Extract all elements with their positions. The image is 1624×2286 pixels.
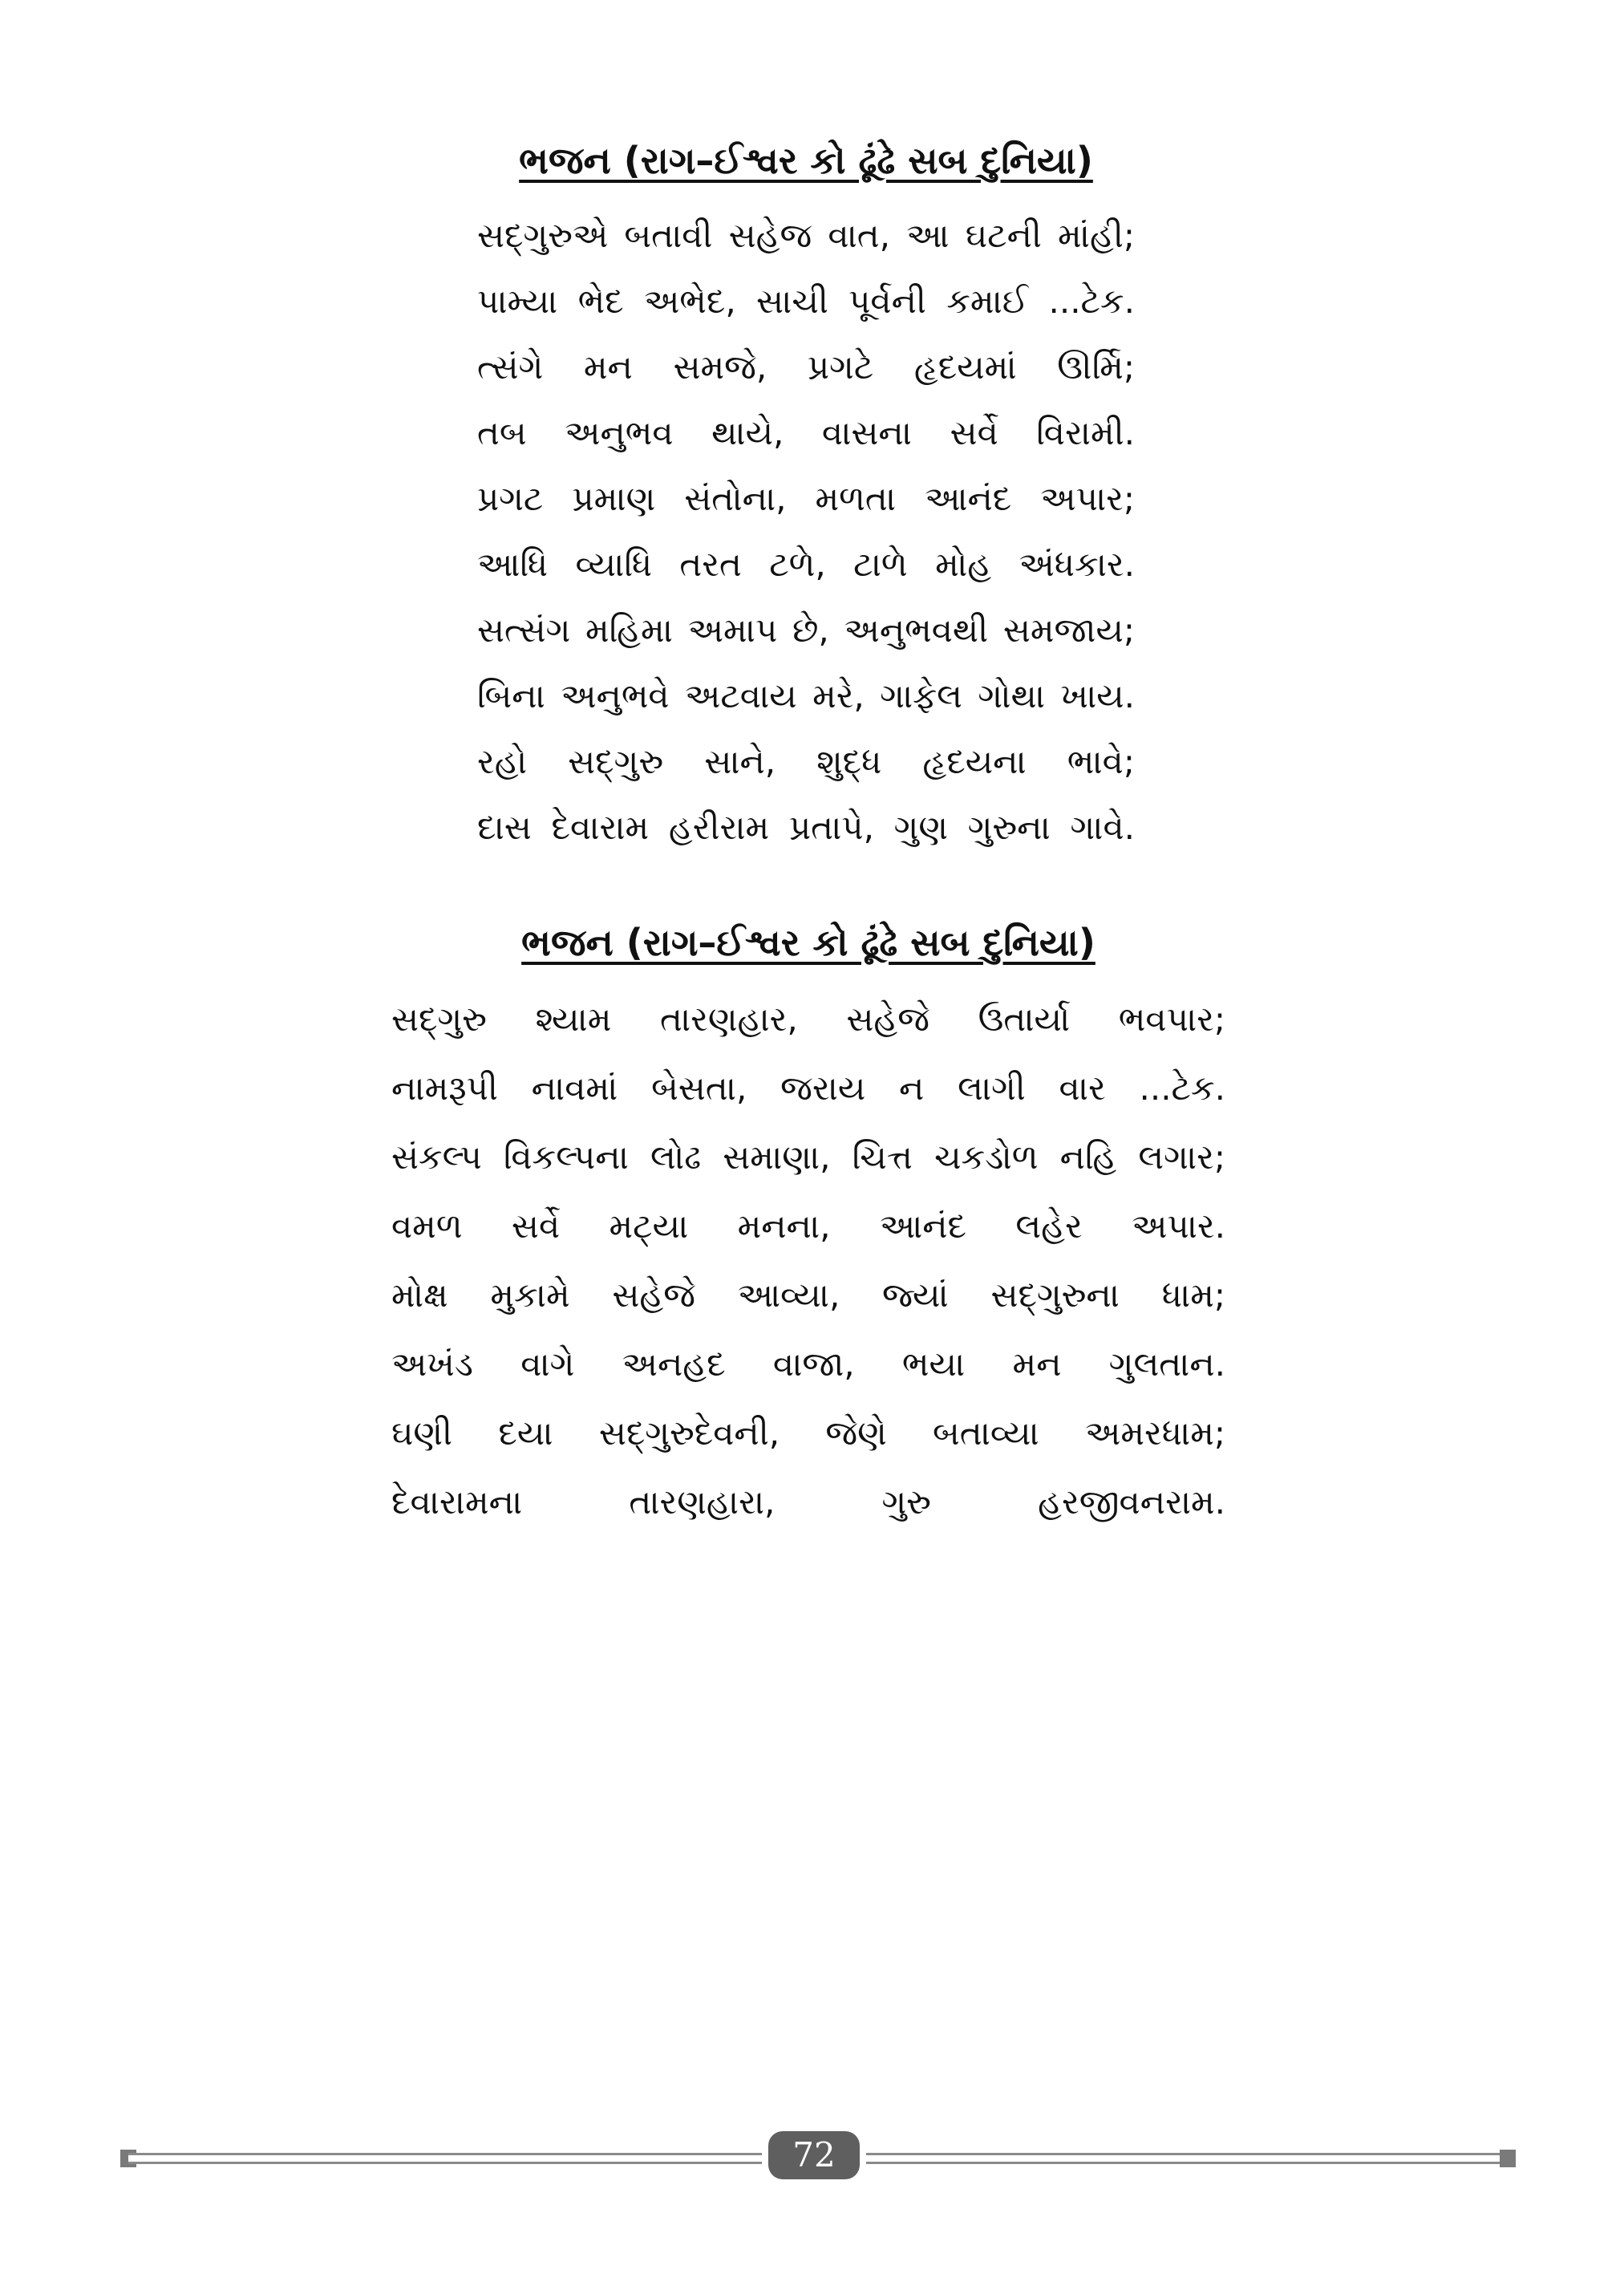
verse-line: પ્રગટ પ્રમાણ સંતોના, મળતા આનંદ અપાર; — [477, 479, 1135, 518]
bhajan-title: ભજન (રાગ–ઈશ્વર કો ઢૂંઢે સબ દુનિયા) — [521, 921, 1095, 964]
verse-line: બિના અનુભવે અટવાય મરે, ગાફેલ ગોથા ખાય. — [477, 676, 1135, 715]
footer-rule-cap-right — [1500, 2150, 1516, 2167]
verse-lines — [477, 203, 1135, 861]
verse-line: તબ અનુભવ થાયે, વાસના સર્વે વિરામી. — [477, 413, 1135, 452]
bhajan-title: ભજન (રાગ–ઈશ્વર કો ઢૂંઢે સબ દુનિયા) — [519, 139, 1093, 182]
verse-line: સદ્‌ગુરુ શ્યામ તારણહાર, સહેજે ઉતાર્યા ભવપાર; — [391, 999, 1225, 1039]
bhajan-section-2 — [391, 914, 1225, 1537]
verse-line: દાસ દેવારામ હરીરામ પ્રતાપે, ગુણ ગુરુના ગાવે. — [477, 808, 1135, 847]
verse-line: પામ્યા ભેદ અભેદ, સાચી પૂર્વની કમાઈ ...ટેક. — [477, 282, 1135, 321]
verse-lines — [391, 985, 1225, 1537]
footer-rule-right — [866, 2153, 1500, 2164]
verse-line: મોક્ષ મુકામે સહેજે આવ્યા, જ્યાં સદ્‌ગુરુના ધામ; — [391, 1275, 1225, 1315]
verse-line: દેવારામના તારણહારા, ગુરુ હરજીવનરામ. — [391, 1482, 1225, 1522]
verse-line: સંકલ્પ વિકલ્પના લોઢ સમાણા, ચિત્ત ચકડોળ નહિ લગાર; — [391, 1137, 1225, 1177]
verse-line: આધિ વ્યાધિ તરત ટળે, ટાળે મોહ અંધકાર. — [477, 545, 1135, 584]
verse-line: વમળ સર્વે મટ્યા મનના, આનંદ લહેર અપાર. — [391, 1206, 1225, 1246]
page-number-badge: 72 — [768, 2131, 860, 2179]
footer-rule-left — [128, 2153, 762, 2164]
verse-line: ઘણી દયા સદ્‌ગુરુદેવની, જેણે બતાવ્યા અમરધામ; — [391, 1413, 1225, 1453]
verse-line: રહો સદ્‌ગુરુ સાને, શુદ્ધ હૃદયના ભાવે; — [477, 742, 1135, 781]
verse-line: ત્સંગે મન સમજે, પ્રગટે હૃદયમાં ઊર્મિ; — [477, 347, 1135, 387]
bhajan-section-1 — [477, 132, 1135, 861]
verse-line: અખંડ વાગે અનહદ વાજા, ભયા મન ગુલતાન. — [391, 1344, 1225, 1384]
verse-line: સત્સંગ મહિમા અમાપ છે, અનુભવથી સમજાય; — [477, 610, 1135, 650]
verse-line: સદ્‌ગુરુએ બતાવી સહેજ વાત, આ ઘટની માંહી; — [477, 216, 1135, 255]
verse-line: નામરૂપી નાવમાં બેસતા, જરાય ન લાગી વાર ...ટેક. — [391, 1068, 1225, 1108]
